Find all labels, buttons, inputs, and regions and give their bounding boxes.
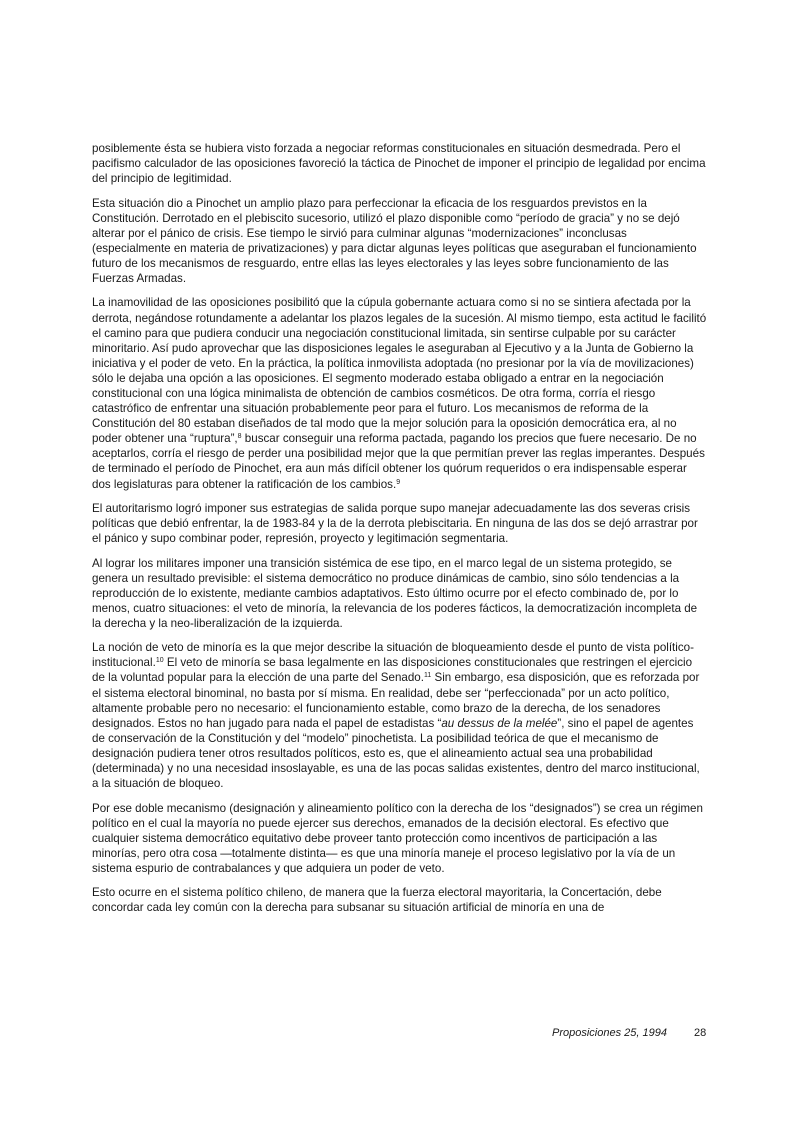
footnote-ref: 11 — [423, 672, 432, 680]
text-run: Sin embargo, esa disposición, que es reforzada por el sistema electoral binominal, no basta por sí misma. En realidad, debe ser “perfeccionada” por un acto político, altamente probable pero no necesario: el funcionamiento estable, como brazo de la derecha, de los senadores designados. Estos no han jugado para nada el papel de estadistas “ — [92, 671, 700, 730]
text-run: La noción de veto de minoría es la que mejor describe la situación de bloqueamiento desde el punto de vista político-institucional. — [92, 641, 694, 670]
paragraph — [92, 295, 708, 491]
footnote-ref: 10 — [155, 657, 164, 665]
text-run: Por ese doble mecanismo (designación y alineamiento político con la derecha de los “designados”) se crea un régimen político en el cual la mayoría no puede ejercer sus derechos, emanados de la decisión electoral. Es efectivo que cualquier sistema democrático equitativo debe proveer tanto protección como incentivos de participación a las minorías, pero otra cosa —totalmente distinta— es que una minoría maneje el proceso legislativo por la vía de un sistema espurio de contrabalances y que adquiera un poder de veto. — [92, 801, 703, 875]
journal-citation: Proposiciones 25, 1994 — [552, 1027, 667, 1039]
text-run: buscar conseguir una reforma pactada, pagando los precios que fuere necesario. De no aceptarlos, corría el riesgo de perder una posibilidad mejor que la que permitían prever las reglas imperantes. Después de terminado el período de Pinochet, era aun más difícil obtener los quórum requeridos o era indispensable esperar dos legislaturas para obtener la ratificación de los cambios. — [92, 432, 705, 491]
text-run: Esto ocurre en el sistema político chileno, de manera que la fuerza electoral mayoritaria, la Concertación, debe concordar cada ley común con la derecha para subsanar su situación artificial de minoría en una de — [92, 886, 662, 915]
paragraph — [92, 640, 708, 791]
italic-phrase: au dessus de la melée — [441, 716, 558, 730]
paragraph — [92, 801, 708, 876]
footnote-ref: 9 — [396, 478, 401, 486]
text-run: El autoritarismo logró imponer sus estrategias de salida porque supo manejar adecuadamente las dos severas crisis políticas que debió enfrentar, la de 1983-84 y la de la derrota plebiscitaria. En ninguna de las dos se dejó arrastrar por el pánico y supo combinar poder, represión, proyecto y legitimación segmentaria. — [92, 501, 698, 546]
text-run: El veto de minoría se basa legalmente en las disposiciones constitucionales que restringen el ejercicio de la voluntad popular para la elección de una parte del Senado. — [92, 656, 693, 685]
paragraph — [92, 885, 708, 915]
body-text — [92, 141, 708, 925]
text-run: Esta situación dio a Pinochet un amplio plazo para perfeccionar la eficacia de los resguardos previstos en la Constitución. Derrotado en el plebiscito sucesorio, utilizó el plazo disponible como “período de gracia” y no se dejó alterar por el pánico de crisis. Ese tiempo le sirvió para culminar algunas “modernizaciones” inconclusas (especialmente en materia de privatizaciones) y para dictar algunas leyes políticas que aseguraban el funcionamiento futuro de los mecanismos de resguardo, entre ellas las leyes electorales y las leyes sobre funcionamiento de las Fuerzas Armadas. — [92, 196, 697, 286]
paragraph — [92, 141, 708, 186]
paragraph — [92, 196, 708, 287]
paragraph — [92, 501, 708, 546]
paragraph — [92, 556, 708, 631]
text-run: posiblemente ésta se hubiera visto forzada a negociar reformas constitucionales en situación desmedrada. Pero el pacifismo calculador de las oposiciones favoreció la táctica de Pinochet de imponer el principio de legalidad por encima del principio de legitimidad. — [92, 142, 706, 186]
text-run: La inamovilidad de las oposiciones posibilitó que la cúpula gobernante actuara como si no se sintiera afectada por la derrota, negándose rotundamente a adelantar los plazos legales de la sucesión. Al mismo tiempo, esta actitud le facilitó el camino para que pudiera conducir una negociación constitucional limitada, sin sentirse culpable por su carácter minoritario. Así pudo aprovechar que las disposiciones legales le aseguraban al Ejecutivo y a la Junta de Gobierno la iniciativa y el poder de veto. En la práctica, la política inmovilista adoptada (no presionar por la vía de movilizaciones) sólo le dejaba una opción a las oposiciones. El segmento moderado estaba obligado a entrar en la negociación constitucional con una lógica minimalista de obtención de cambios cosméticos. De otra forma, corría el riesgo catastrófico de enfrentar una situación probablemente peor para el futuro. Los mecanismos de reforma de la Constitución del 80 estaban diseñados de tal modo que la mejor solución para la oposición democrática era, al no poder obtener una “ruptura”, — [92, 296, 707, 446]
footnote-ref: 8 — [237, 433, 242, 441]
page-number: 28 — [694, 1027, 707, 1039]
text-run: ”, sino el papel de agentes de conservación de la Constitución y del “modelo” pinochetista. La posibilidad teórica de que el mecanismo de designación pudiera tener otros resultados políticos, esto es, que el alineamiento actual sea una probabilidad (determinada) y no una necesidad insoslayable, es una de las pocas salidas existentes, dentro del marco institucional, a la situación de bloqueo. — [92, 716, 700, 791]
text-run: Al lograr los militares imponer una transición sistémica de ese tipo, en el marco legal de un sistema protegido, se genera un resultado previsible: el sistema democrático no produce dinámicas de cambio, sino sólo tendencias a la reproducción de lo existente, mediante cambios adaptativos. Esto último ocurre por el efecto combinado de, por lo menos, cuatro situaciones: el veto de minoría, la relevancia de los poderes fácticos, la democratización incompleta de la derecha y la neo-liberalización de la izquierda. — [92, 556, 698, 630]
